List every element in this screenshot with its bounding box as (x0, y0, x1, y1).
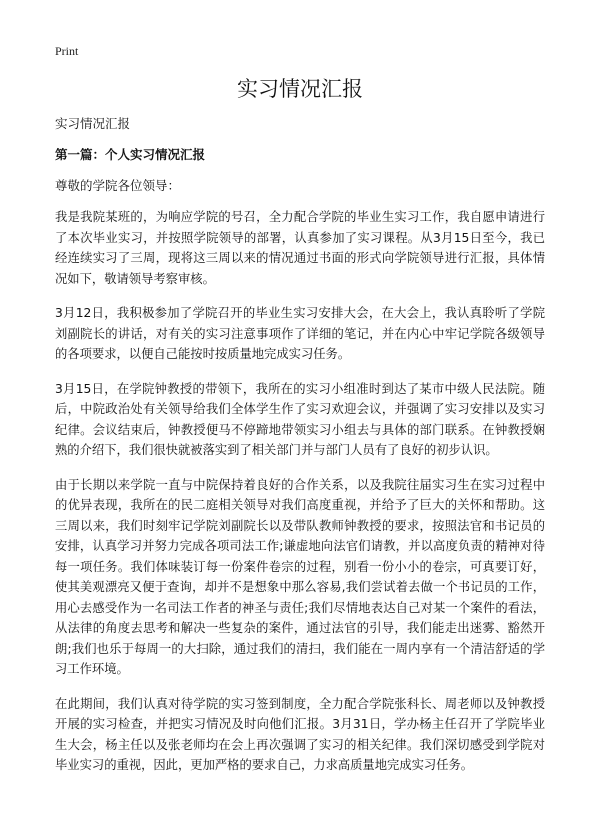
document-title: 实习情况汇报 (237, 77, 363, 101)
greeting-line: 尊敬的学院各位领导： (55, 178, 181, 193)
body-paragraph: 在此期间，我们认真对待学院的实习签到制度，全力配合学院张科长、周老师以及钟教授开展的实习检查，并把实习情况及时向他们汇报。3月31日，学办杨主任召开了学院毕业生大会，杨主任以及张老师均在会上再次强调了实习的相关纪律。我们深切感受到学院对毕业实习的重视，因此，更加严格的要求自己，力求高质量地完成实习任务。 (55, 696, 545, 772)
body-paragraph: 3月15日，在学院钟教授的带领下，我所在的实习小组准时到达了某市中级人民法院。随后，中院政治处有关领导给我们全体学生作了实习欢迎会议，并强调了实习安排以及实习纪律。会议结束后，钟教授便马不停蹄地带领实习小组去与具体的部门联系。在钟教授娴熟的介绍下，我们很快就被落实到了相关部门并与部门人员有了良好的初步认识。 (55, 381, 545, 457)
body-paragraph: 由于长期以来学院一直与中院保持着良好的合作关系，以及我院往届实习生在实习过程中的优异表现，我所在的民二庭相关领导对我们高度重视，并给予了巨大的关怀和帮助。这三周以来，我们时刻牢记学院刘副院长以及带队教师钟教授的要求，按照法官和书记员的安排，认真学习并努力完成各项司法工作;谦虚地向法官们请教，并以高度负责的精神对待每一项任务。我们体味装订每一份案件卷宗的过程，别看一份小小的卷宗，可真要订好，使其美观漂亮又便于查询，却并不是想象中那么容易,我们尝试着去做一个书记员的工作，用心去感受作为一名司法工作者的神圣与责任;我们尽情地表达自己对某一个案件的看法，从法律的角度去思考和解决一些复杂的案件，通过法官的引导，我们能走出迷雾、豁然开朗;我们也乐于每周一的大扫除，通过我们的清扫，我们能在一周内享有一个清洁舒适的学习工作环境。 (55, 477, 545, 676)
body-paragraph: 3月12日，我积极参加了学院召开的毕业生实习安排大会，在大会上，我认真聆听了学院刘副院长的讲话，对有关的实习注意事项作了详细的笔记，并在内心中牢记学院各级领导的各项要求，以便自己能按时按质量地完成实习任务。 (55, 306, 545, 361)
print-label[interactable]: Print (55, 44, 79, 58)
body-paragraph: 我是我院某班的，为响应学院的号召，全力配合学院的毕业生实习工作，我自愿申请进行了本次毕业实习，并按照学院领导的部署，认真参加了实习课程。从3月15日至今，我已经连续实习了三周，现将这三周以来的情况通过书面的形式向学院领导进行汇报，具体情况如下，敬请领导考察审核。 (55, 210, 545, 286)
section-heading: 第一篇：个人实习情况汇报 (55, 147, 206, 162)
document-subtitle: 实习情况汇报 (55, 116, 131, 131)
